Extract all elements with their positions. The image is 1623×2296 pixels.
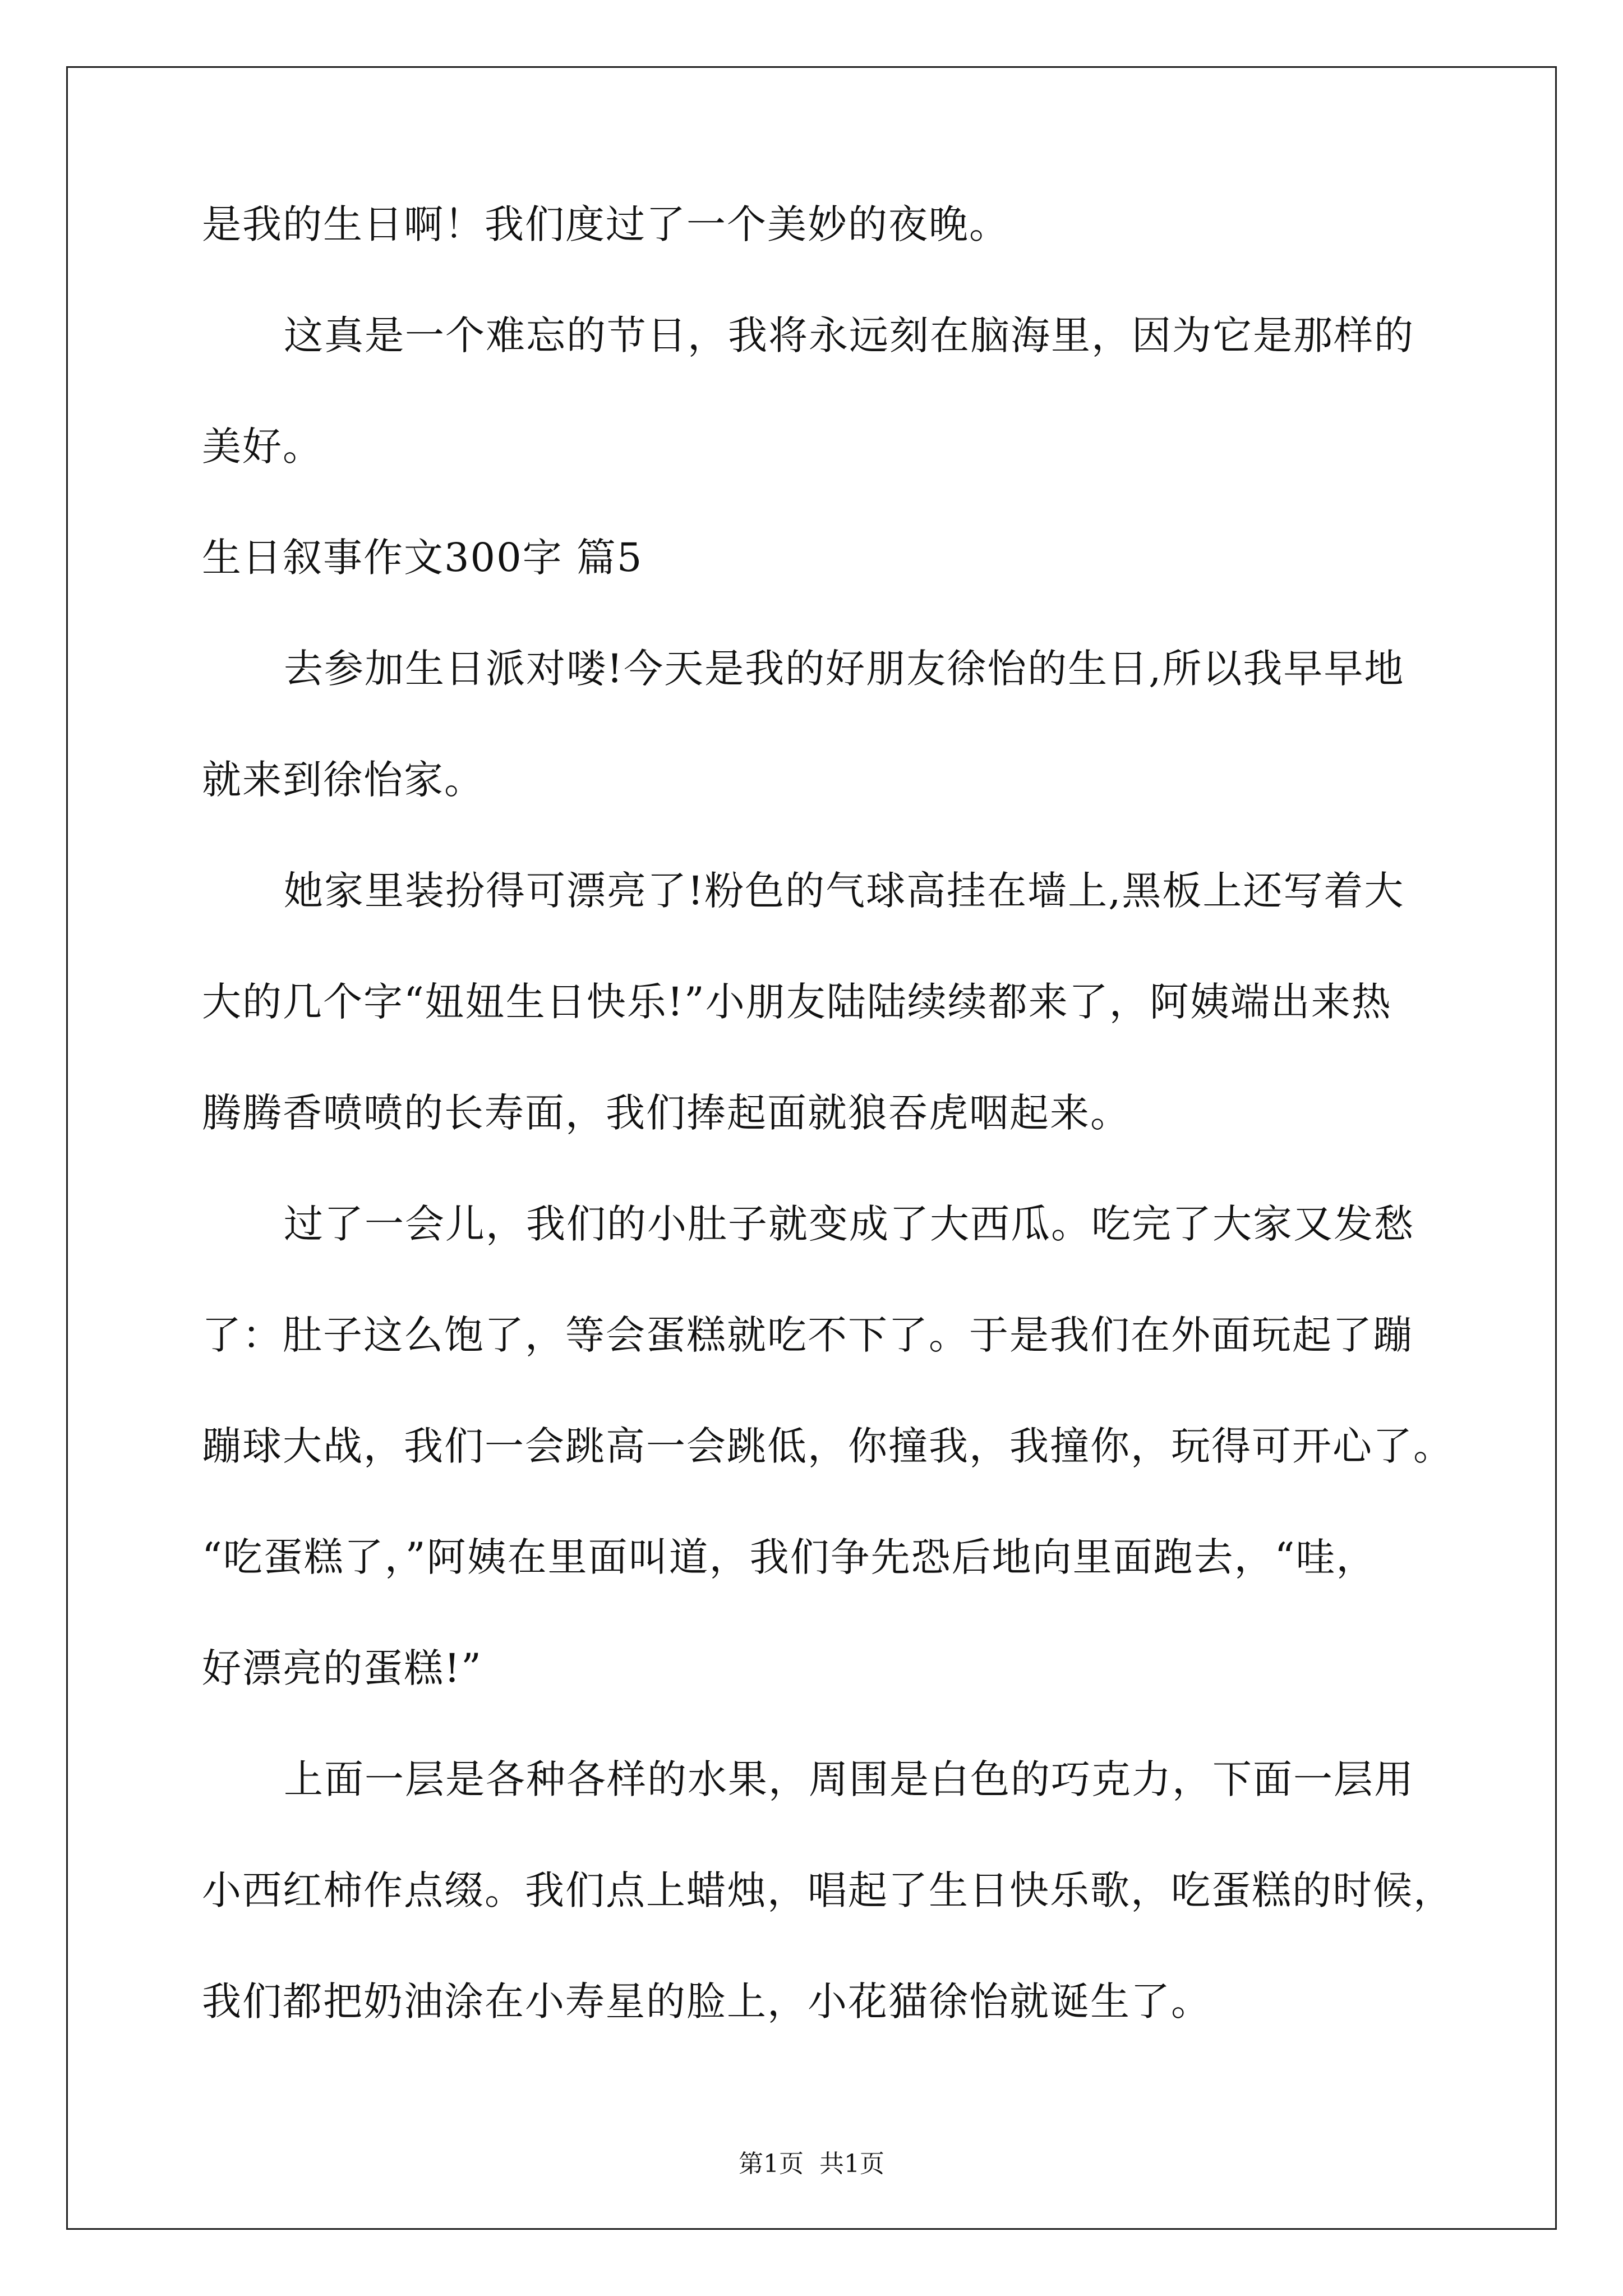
text-line: “吃蛋糕了，”阿姨在里面叫道，我们争先恐后地向里面跑去，“哇， [202,1534,1377,1580]
page-number: 第1页 [739,2150,804,2178]
text-line: 大的几个字“妞妞生日快乐!”小朋友陆陆续续都来了，阿姨端出来热 [202,979,1392,1025]
text-line: 腾腾香喷喷的长寿面，我们捧起面就狼吞虎咽起来。 [202,1090,1131,1136]
text-line: 了：肚子这么饱了，等会蛋糕就吃不下了。于是我们在外面玩起了蹦 [202,1312,1413,1358]
text-line: 蹦球大战，我们一会跳高一会跳低，你撞我，我撞你，玩得可开心了。 [202,1423,1454,1469]
text-line: 就来到徐怡家。 [202,757,485,803]
text-line: 美好。 [202,424,323,470]
page-total: 共1页 [819,2150,884,2178]
paragraph-first-line: 去参加生日派对喽!今天是我的好朋友徐怡的生日,所以我早早地 [284,646,1405,692]
text-line: 小西红柿作点缀。我们点上蜡烛，唱起了生日快乐歌，吃蛋糕的时候， [202,1867,1454,1913]
paragraph-first-line: 上面一层是各种各样的水果，周围是白色的巧克力，下面一层用 [284,1756,1414,1802]
text-line: 是我的生日啊！我们度过了一个美妙的夜晚。 [202,201,1009,247]
section-heading: 生日叙事作文300字 篇5 [202,535,643,581]
page-footer [0,2147,1623,2181]
paragraph-first-line: 她家里装扮得可漂亮了!粉色的气球高挂在墙上,黑板上还写着大 [284,868,1405,914]
paragraph-first-line: 过了一会儿，我们的小肚子就变成了大西瓜。吃完了大家又发愁 [284,1201,1414,1247]
paragraph-first-line: 这真是一个难忘的节日，我将永远刻在脑海里，因为它是那样的 [284,312,1414,358]
text-line: 好漂亮的蛋糕!” [202,1645,482,1691]
text-line: 我们都把奶油涂在小寿星的脸上，小花猫徐怡就诞生了。 [202,1978,1211,2024]
